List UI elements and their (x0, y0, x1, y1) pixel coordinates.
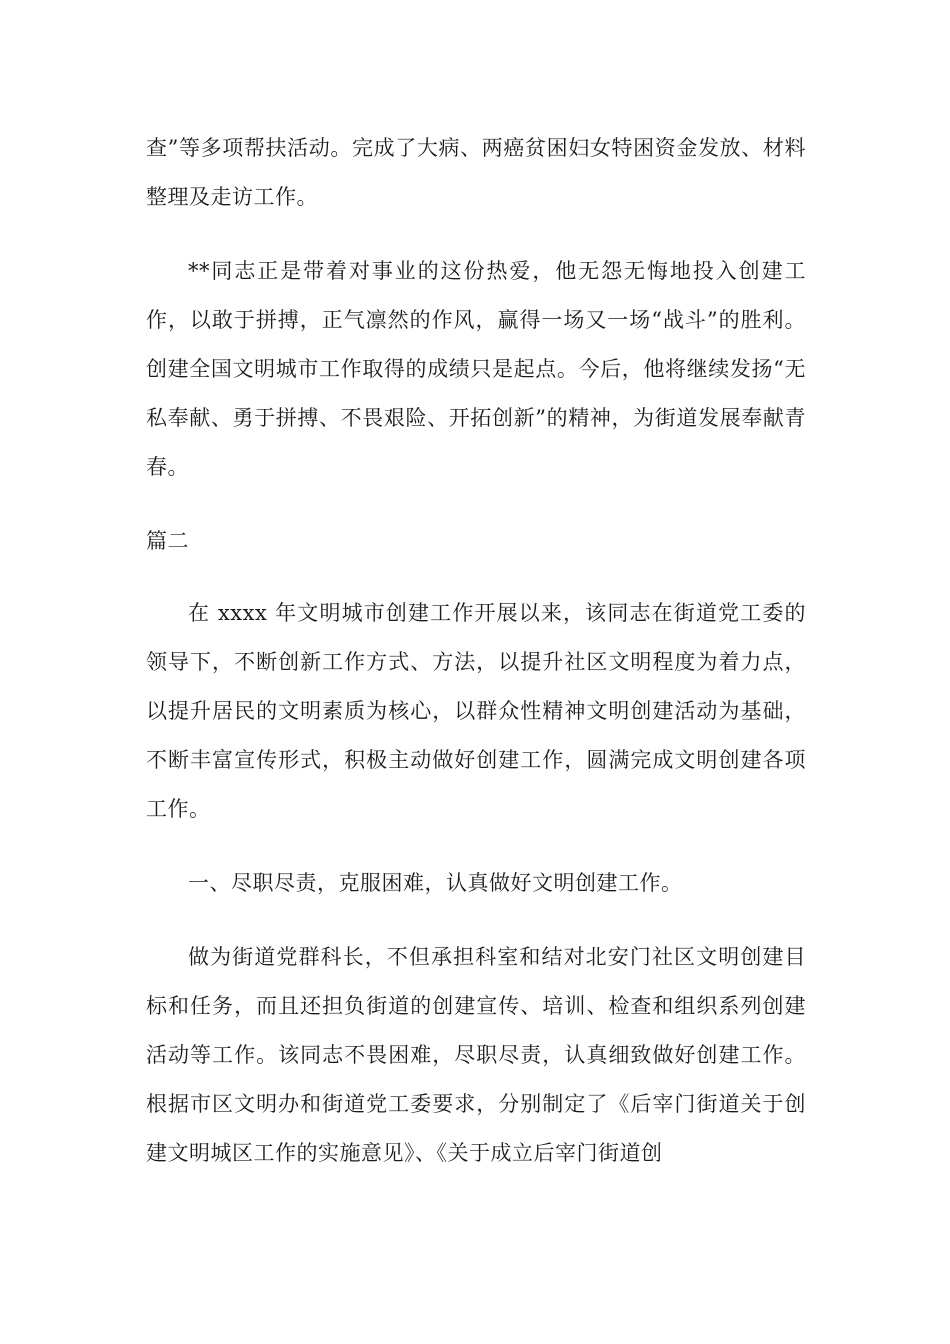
paragraph-dedication: **同志正是带着对事业的这份热爱，他无怨无悔地投入创建工作，以敢于拼搏，正气凛然的作风，赢得一场又一场“战斗”的胜利。创建全国文明城市工作取得的成绩只是起点。今后，他将继续发扬“无私奉献、勇于拼搏、不畏艰险、开拓创新”的精神，为街道发展奉献青春。 (146, 259, 806, 479)
paragraph-introduction: 在 xxxx 年文明城市创建工作开展以来，该同志在街道党工委的领导下，不断创新工作方式、方法，以提升社区文明程度为着力点，以提升居民的文明素质为核心，以群众性精神文明创建活动为基础，不断丰富宣传形式，积极主动做好创建工作，圆满完成文明创建各项工作。 (146, 601, 806, 821)
paragraph-continuation: 查”等多项帮扶活动。完成了大病、两癌贫困妇女特困资金发放、材料整理及走访工作。 (146, 136, 806, 209)
paragraph-duties: 做为街道党群科长，不但承担科室和结对北安门社区文明创建目标和任务，而且还担负街道的创建宣传、培训、检查和组织系列创建活动等工作。该同志不畏困难，尽职尽责，认真细致做好创建工作。根据市区文明办和街道党工委要求，分别制定了《后宰门街道关于创建文明城区工作的实施意见》、《关于成立后宰门街道创 (146, 945, 806, 1165)
section-heading: 篇二 (146, 529, 189, 553)
document-body (146, 124, 806, 1178)
subsection-heading: 一、尽职尽责，克服困难，认真做好文明创建工作。 (188, 871, 683, 895)
